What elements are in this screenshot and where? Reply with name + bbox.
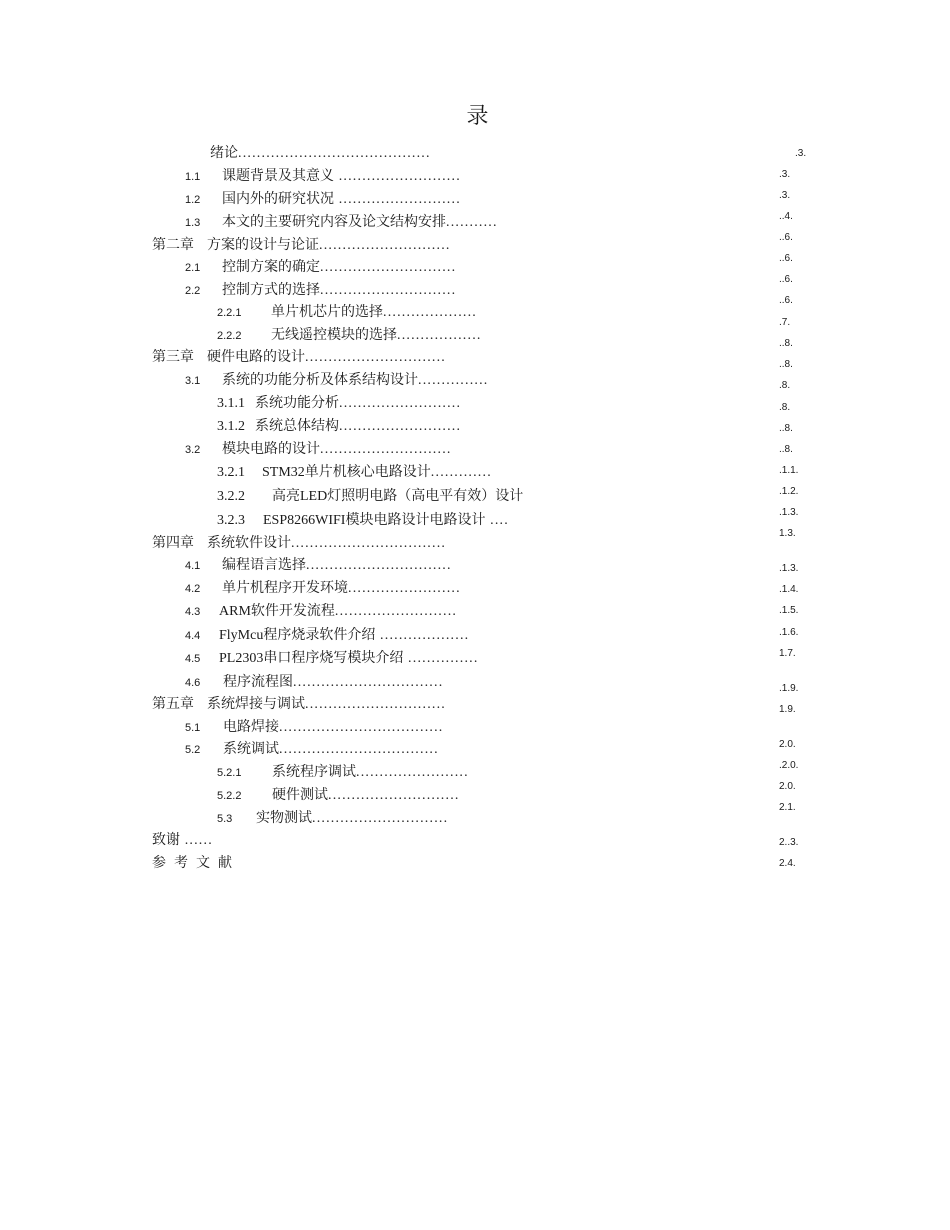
toc-entry-leader: ................................... [279,720,444,735]
toc-entry[interactable] [185,168,461,186]
toc-entry-page: .1.2. [779,486,799,497]
toc-entry-number: 第三章 [152,350,194,365]
toc-entry-leader: .......................... [334,604,458,619]
toc-entry-page: .1.9. [779,683,799,694]
toc-entry-text: 系统总体结构 [255,419,339,434]
toc-entry-leader: .............................. [305,697,446,712]
toc-entry[interactable] [152,696,446,714]
toc-title: 录 [466,103,490,128]
toc-entry-text: 系统程序调试 [272,765,356,780]
toc-entry-number: 4.5 [185,653,201,665]
toc-entry-leader: .................... [383,305,477,320]
toc-entry-text: 系统功能分析 [255,396,339,411]
toc-entry-number: 4.2 [185,583,201,595]
toc-entry[interactable] [217,810,448,828]
toc-entry-page: 2.0. [779,781,796,792]
toc-entry-leader: ...... [180,833,213,848]
toc-entry-text: ARM软件开发流程 [219,604,335,619]
toc-entry[interactable] [152,237,451,255]
toc-entry-number: 3.1 [185,375,201,387]
toc-entry-text: STM32单片机核心电路设计 [262,465,431,480]
toc-entry-text: 电路焊接 [223,720,279,735]
toc-entry-text: 本文的主要研究内容及论文结构安排 [222,215,446,230]
toc-entry[interactable] [185,557,452,575]
toc-entry-leader: ............... [418,373,489,388]
toc-entry[interactable] [217,488,523,506]
toc-entry-number: 4.4 [185,630,201,642]
toc-entry-page: .3. [795,148,807,159]
toc-entry-page: ..6. [779,232,793,243]
toc-entry-number: 5.3 [217,813,233,825]
toc-entry-text: 实物测试 [256,811,312,826]
toc-entry-number: 3.2.2 [217,489,245,504]
toc-entry[interactable] [217,304,477,322]
toc-entry-leader: ................... [375,628,470,643]
toc-entry-leader: .......................... [334,192,461,207]
toc-entry[interactable] [152,855,240,873]
toc-entry[interactable] [210,145,431,163]
toc-entry-text: 控制方案的确定 [222,260,320,275]
toc-entry[interactable] [185,214,498,232]
toc-entry-page: ..4. [779,211,793,222]
toc-entry[interactable] [185,650,479,668]
toc-entry-number: 1.2 [185,194,201,206]
toc-entry-number: 4.3 [185,606,201,618]
toc-entry-page: ..8. [779,338,793,349]
toc-entry-page: ..8. [779,359,793,370]
toc-entry-number: 第二章 [152,238,194,253]
toc-entry-leader: ............................. [312,811,449,826]
toc-entry-page: 1.7. [779,648,796,659]
toc-entry-number: 3.1.2 [217,419,245,434]
toc-entry-page: ..8. [779,444,793,455]
toc-entry-page: ..6. [779,274,793,285]
toc-entry-page: 1.3. [779,528,796,539]
toc-entry-leader: ........................ [356,765,469,780]
toc-entry-leader: .......................... [334,169,461,184]
toc-entry-leader: ......................................... [238,146,431,161]
toc-entry-number: 4.1 [185,560,201,572]
toc-entry[interactable] [185,603,457,621]
toc-entry-text: 程序流程图 [223,675,293,690]
toc-entry-number: 5.2.1 [217,767,242,779]
toc-entry-text: 系统的功能分析及体系结构设计 [222,373,418,388]
toc-entry-leader: ............................ [320,442,452,457]
toc-entry[interactable] [185,627,469,645]
toc-entry-page: .8. [779,402,791,413]
toc-entry-number: 第四章 [152,536,194,551]
toc-entry[interactable] [185,580,461,598]
toc-entry-page: 2.0. [779,739,796,750]
toc-entry-page: ..6. [779,295,793,306]
toc-entry-text: 高亮LED灯照明电路（高电平有效）设计 [272,489,524,504]
toc-entry-page: .2.0. [779,760,799,771]
toc-entry-page: .1.3. [779,563,799,574]
toc-entry-text: 课题背景及其意义 [222,169,334,184]
toc-entry-page: .7. [779,317,791,328]
toc-entry[interactable] [152,349,446,367]
toc-entry-text: 系统软件设计 [207,536,291,551]
toc-entry-page: .1.4. [779,584,799,595]
toc-entry-leader: ............................ [319,238,451,253]
toc-entry-page: .8. [779,380,791,391]
toc-entry-text: ESP8266WIFI模块电路设计电路设计 [263,513,486,528]
toc-entry[interactable] [185,441,452,459]
toc-entry-text: 单片机芯片的选择 [271,305,383,320]
toc-entry-text: 编程语言选择 [222,558,306,573]
toc-entry-page: .3. [779,169,791,180]
toc-entry-text: 参考文献 [152,856,240,871]
toc-entry-number: 第五章 [152,697,194,712]
toc-entry-text: FlyMcu程序烧录软件介绍 [219,628,376,643]
toc-entry-number: 2.2.1 [217,307,242,319]
toc-entry-leader: ............................... [306,558,452,573]
toc-entry-leader: .......................... [339,396,462,411]
toc-entry-leader: ............................. [320,283,457,298]
toc-entry-number: 1.3 [185,217,201,229]
toc-entry-text: 硬件测试 [272,788,328,803]
toc-entry-text: 单片机程序开发环境 [222,581,348,596]
toc-entry-text: 致谢 [152,833,180,848]
toc-entry[interactable] [217,464,492,482]
toc-entry-number: 2.2 [185,285,201,297]
toc-entry[interactable] [185,191,461,209]
toc-entry-number: 5.2 [185,744,201,756]
toc-entry-leader: .................. [397,328,482,343]
toc-entry-number: 1.1 [185,171,201,183]
toc-entry-page: .1.1. [779,465,799,476]
toc-entry[interactable] [185,674,443,692]
toc-entry-leader: ........................ [348,581,461,596]
toc-entry-page: 2..3. [779,837,799,848]
toc-entry-page: ..8. [779,423,793,434]
toc-entry[interactable] [217,395,461,413]
toc-entry-page: .1.6. [779,627,799,638]
toc-entry-text: 方案的设计与论证 [207,238,319,253]
toc-entry-leader: ................................. [291,536,447,551]
toc-entry-number: 3.2.1 [217,465,245,480]
toc-entry-number: 2.1 [185,262,201,274]
toc-entry-leader: ........... [446,215,498,230]
toc-entry[interactable] [217,787,460,805]
toc-entry-number: 3.2.3 [217,513,245,528]
toc-entry[interactable] [185,741,439,759]
toc-entry-leader: .................................. [279,742,439,757]
toc-entry-page: ..6. [779,253,793,264]
toc-entry-page: 2.1. [779,802,796,813]
toc-entry-leader: ............... [403,651,479,666]
toc-entry-page: 1.9. [779,704,796,715]
toc-entry-number: 3.1.1 [217,396,245,411]
toc-entry-page: .1.3. [779,507,799,518]
toc-entry[interactable] [152,832,213,850]
toc-entry[interactable] [185,372,489,390]
toc-entry-leader: ............................ [328,788,460,803]
toc-entry-text: 系统调试 [223,742,279,757]
toc-entry-leader: .......................... [339,419,462,434]
toc-entry-text: PL2303串口程序烧写模块介绍 [219,651,404,666]
toc-entry-leader: ............. [430,465,492,480]
toc-entry-leader: .............................. [305,350,446,365]
toc-entry-leader: ................................ [293,675,444,690]
toc-entry-text: 绪论 [210,146,238,161]
toc-entry-page: .1.5. [779,605,799,616]
toc-entry-text: 模块电路的设计 [222,442,320,457]
toc-entry-leader: ............................. [320,260,457,275]
toc-entry[interactable] [217,512,509,530]
toc-entry[interactable] [152,535,446,553]
toc-entry[interactable] [185,719,444,737]
toc-entry-text: 无线遥控模块的选择 [271,328,397,343]
toc-entry-text: 硬件电路的设计 [207,350,305,365]
toc-entry[interactable] [185,282,456,300]
toc-entry-number: 5.1 [185,722,201,734]
toc-entry-number: 3.2 [185,444,201,456]
toc-entry-page: .3. [779,190,791,201]
toc-entry-text: 控制方式的选择 [222,283,320,298]
toc-entry-text: 系统焊接与调试 [207,697,305,712]
toc-entry-leader: .... [485,513,509,528]
toc-entry-text: 国内外的研究状况 [222,192,334,207]
toc-entry-number: 4.6 [185,677,201,689]
toc-entry[interactable] [185,259,456,277]
toc-entry[interactable] [217,418,461,436]
toc-entry-page: 2.4. [779,858,796,869]
toc-entry-number: 2.2.2 [217,330,242,342]
toc-entry[interactable] [217,327,482,345]
toc-entry-number: 5.2.2 [217,790,242,802]
toc-entry[interactable] [217,764,469,782]
